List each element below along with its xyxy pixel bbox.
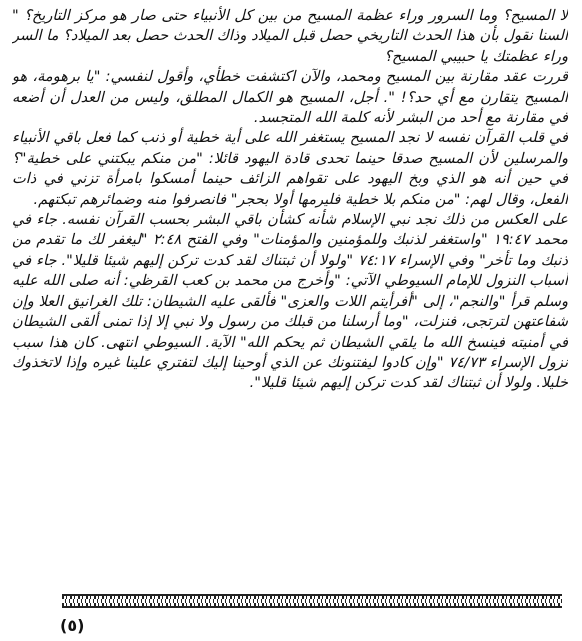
body-text [12,6,568,592]
paragraph-2: قررت عقد مقارنة بين المسيح ومحمد، والآن اكتشفت خطأي، وأقول لنفسي: "يا برهومة، هو المسيح يتقارن مع أي حد؟! ". أجل، المسيح هو الكمال المطلق، وليس من العدل أن أضعه في مقارنة مع أحد من البشر لأنه كلمة الله المتجسد. [12,68,568,127]
paragraph-1: لا المسيح؟ وما السرور وراء عظمة المسيح من بين كل الأنبياء حتى صار هو مركز التاريخ؟ " السنا نقول بأن هذا الحدث التاريخي حصل قبل الميلاد وذاك الحدث حصل بعد الميلاد؟ ما السر وراء عظمتك يا حبيبي المسيح؟ [12,7,568,65]
decorative-border [62,594,562,608]
page-number: (٥) [60,616,85,635]
paragraph-4: على العكس من ذلك نجد نبي الإسلام شأنه كشأن باقي البشر بحسب القرآن نفسه. جاء في محمد ١٩:٤٧ "واستغفر لذنبك وللمؤمنين والمؤمنات" وفي الفتح ٢:٤٨ "ليغفر لك ما تقدم من ذنبك وما تأخر" وفي الإسراء ٧٤:١٧ "ولولا أن ثبتناك لقد كدت تركن إليهم شيئا قليلا". جاء في أسباب النزول للإمام السيوطي الآتي: "وأخرج من محمد بن كعب القرظي: أنه صلى الله عليه وسلم قرأ "والنجم"، إلى "أفرأيتم اللات والعزى" فألقى عليه الشيطان: تلك الغرانيق العلا وإن شفاعتهن لترتجى، فنزلت، "وما أرسلنا من قبلك من رسول ولا نبي إلا إذا تمنى ألقى الشيطان في أمنيته فينسخ الله ما يلقي الشيطان ثم يحكم الله" الآية. السيوطي انتهى. كان هذا سبب نزول الإسراء ٧٤/٧٣ "وإن كادوا ليفتنونك عن الذي أوحينا إليك لتفتري علينا غيره وإذا لاتخذوك خليلا. ولولا أن ثبتناك لقد كدت تركن إليهم شيئا قليلا". [12,211,568,392]
paragraph-3: في قلب القرآن نفسه لا نجد المسيح يستغفر الله على أية خطية أو ذنب كما فعل باقي الأنبياء والمرسلين لأن المسيح صدقا حينما تحدى قادة اليهود قائلا: "من منكم يبكتني على خطية"؟ في حين أنه هو الذي وبخ اليهود على تقواهم الزائف حينما أمسكوا بامرأة تزني في ذات الفعل، وقال لهم: "من منكم بلا خطية فليرمها أولا بحجر" فانصرفوا منه وضمائرهم تبكتهم. [12,129,568,208]
